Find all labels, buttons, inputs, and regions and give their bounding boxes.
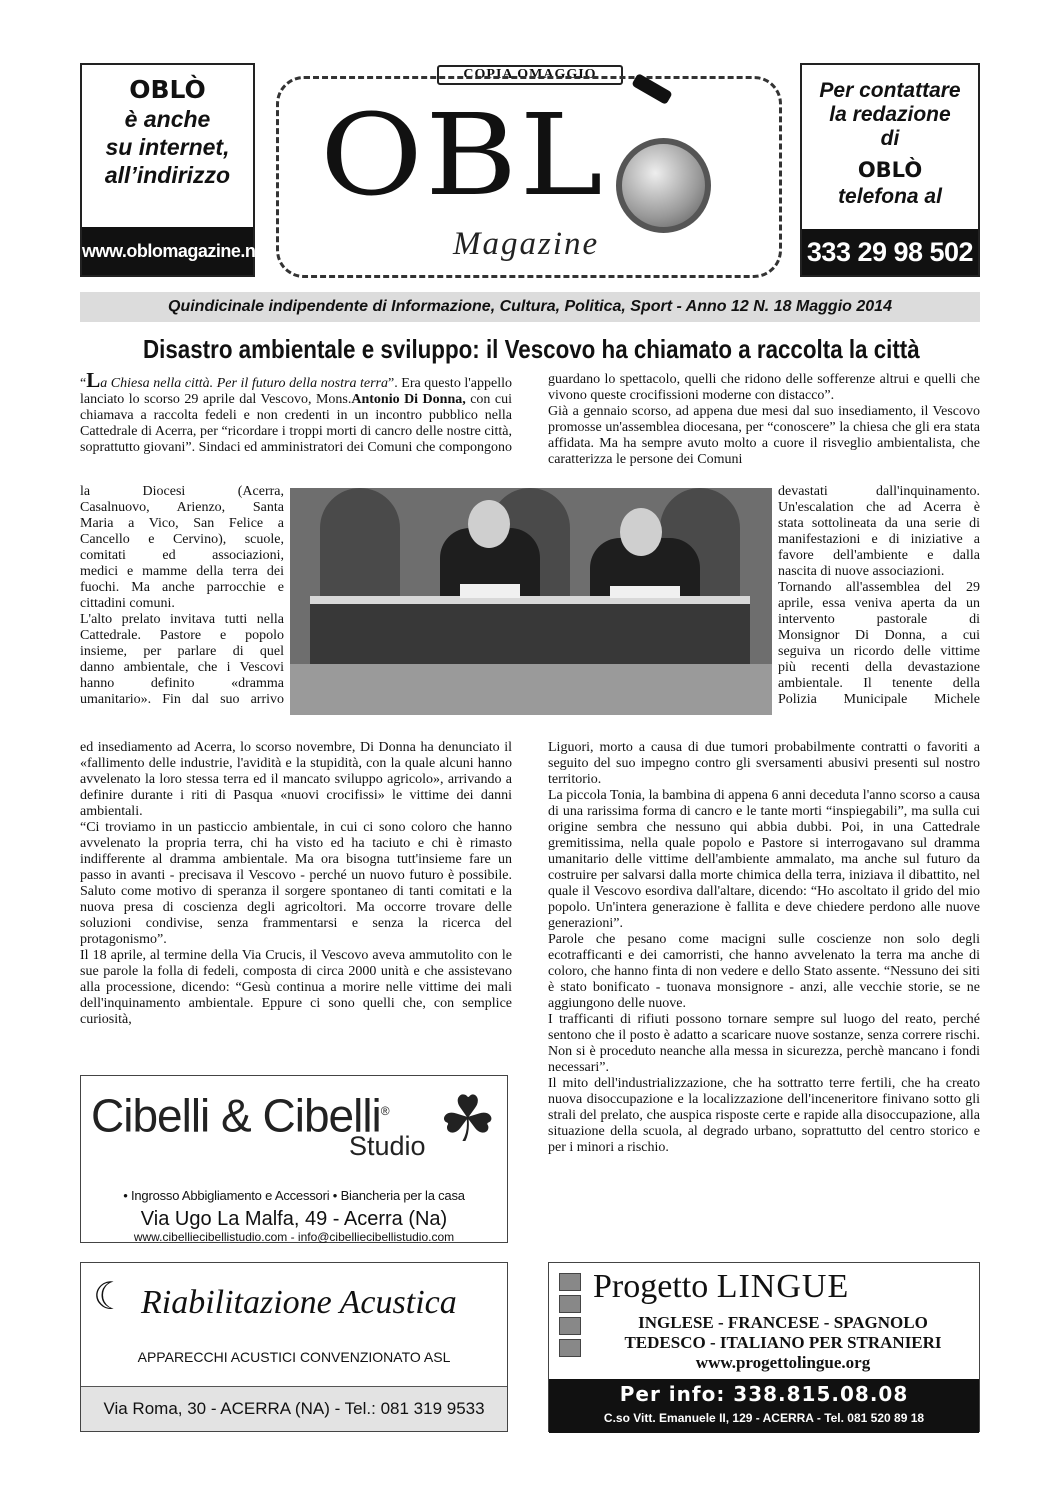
contact-phone[interactable]: 333 29 98 502: [802, 229, 978, 275]
porthole-icon: [616, 138, 711, 233]
cibelli-contacts[interactable]: www.cibelliecibellistudio.com - info@cibelliecibellistudio.com: [133, 1230, 455, 1244]
progetto-website[interactable]: www.progettolingue.org: [695, 1353, 871, 1372]
progetto-phone[interactable]: Per info: 338.815.08.08: [619, 1382, 909, 1406]
article-lead: [80, 368, 513, 456]
registered-mark: ®: [380, 1104, 389, 1118]
contact-box: [800, 63, 980, 277]
progetto-title: [593, 1267, 973, 1307]
narrow-left-line: fuochi. Ma anche parrocchie e: [80, 580, 284, 595]
internet-box-line2: su internet,: [105, 134, 230, 160]
cibelli-brand: [91, 1086, 389, 1140]
paragraph: Il mito dell'industrializzazione, che ha sottratto terre fertili, che ha creato nuova disoccupazione e la localizzazione dell'inceneritore finivano sotto gli strali del prelato, che auspica risposte certe e rapide alla disoccupazione, alla situazione della scuola, al degrado urbano, soprattutto del centro storico e per i minori a rischio.: [548, 1076, 980, 1155]
photo-bishop-head: [468, 500, 510, 548]
right-column-body: [548, 740, 980, 1156]
narrow-left-line: Casalnuovo, Arienzo, Santa: [80, 500, 284, 515]
narrow-left-line: la Diocesi (Acerra,: [80, 484, 284, 499]
paragraph: “Ci troviamo in un pasticcio ambientale, in cui ci sono coloro che hanno avvelenato la propria terra, chi ha visto ed ha taciuto e chi è rimasto indifferente al dramma ambientale. Ma ora bisogna tutt'insieme fare un passo in avanti - precisava il Vescovo - perché un nuovo futuro è possibile. Saluto come motivo di speranza il sorgere spontaneo di tanti comitati e la nuova presa di coscienza degli agricoltori. Ma occorre trovare delle soluzioni condivise, senza frammentarsi e senza la ricerca del protagonismo”.: [80, 820, 512, 947]
internet-box-line1: è anche: [124, 106, 211, 132]
paragraph: La piccola Tonia, la bambina di appena 6 anni deceduta l'anno scorso a causa di una rarissima forma di cancro e le tante morti “inspiegabili”, ma sulla cui origine sembra che nessuno qui abbia dubbi. Poi, in una Cattedrale gremitissima, nella quale popolo e Pastore si interrogavano sul dramma umanitario delle vittime dell'ambiente ammalato, ma anche sul futuro da costruire per salvarsi dalla morte chimica della terra, iniziava il dibattito, nel quale il Vescovo esordiva dall'altare, dicendo: “Ho ascoltato il grido del mio popolo. Un'intera generazione è fallita e deve chiedere perdono alle nuove generazioni”.: [548, 788, 981, 931]
narrow-left-line: L'alto prelato invitava tutti nella: [80, 612, 284, 627]
narrow-right-line: ambientale. Il tenente della: [778, 676, 980, 691]
narrow-right-line: Polizia Municipale Michele: [778, 692, 980, 707]
narrow-right-line: favore dell'ambiente e dalla: [778, 548, 980, 563]
progetto-languages-1: INGLESE - FRANCESE - SPAGNOLO: [638, 1313, 928, 1332]
narrow-right-line: più recenti della devastazione: [778, 660, 980, 675]
clover-icon: ☘: [439, 1084, 497, 1155]
narrow-right-line: Monsignor Di Donna, a cui: [778, 628, 980, 643]
cibelli-services: • Ingrosso Abbigliamento e Accessori • Biancheria per la casa: [123, 1188, 465, 1203]
paragraph: guardano lo spettacolo, quelli che ridono delle sofferenze altrui e quelli che vivono queste crocifissioni moderne con distacco”.: [548, 372, 980, 403]
ad-riabilitazione-acustica[interactable]: [80, 1262, 508, 1432]
article-headline: Disastro ambientale e sviluppo: il Vescovo ha chiamato a raccolta la città: [143, 334, 920, 364]
narrow-left-line: umanitario». Fin dal suo arrivo: [80, 692, 284, 707]
narrow-left-line: danno ambientale, che i Vescovi: [80, 660, 284, 675]
cibelli-studio: Studio: [349, 1131, 426, 1161]
progetto-title-a: Progetto: [593, 1268, 709, 1305]
lead-open-quote: “: [80, 376, 87, 391]
narrow-left-line: Cattedrale. Pastore e popolo: [80, 628, 284, 643]
narrow-left-line: Cancello e Cervino), scuole,: [80, 532, 284, 547]
narrow-left-column: [80, 484, 284, 708]
narrow-left-line: insieme, per parlare di quel: [80, 644, 284, 659]
paragraph: Liguori, morto a causa di due tumori probabilmente contratti o favoriti a seguito del suo impegno contro gli sversamenti abusivi presenti sul nostro territorio.: [548, 740, 980, 787]
internet-box: [80, 63, 271, 277]
contact-box-name: OBLÒ: [857, 158, 923, 182]
ad-cibelli[interactable]: [80, 1075, 508, 1243]
progetto-info-bar: [549, 1379, 979, 1433]
paragraph: ed insediamento ad Acerra, lo scorso novembre, Di Donna ha denunciato il «fallimento delle industrie, l'avidità e la stupidità, con la quale alcuni hanno avvelenato la loro stessa terra ed il mancato sviluppo agricolo», arrivando a definire durante i riti di Pasqua «nuovi crocifissi» le vittime dei danni ambientali.: [80, 740, 512, 819]
riab-address: Via Roma, 30 - ACERRA (NA) - Tel.: 081 319 9533: [81, 1386, 507, 1431]
conference-photo: [290, 488, 772, 715]
narrow-right-line: devastati dall'inquinamento.: [778, 484, 980, 499]
paragraph: Il 18 aprile, al termine della Via Crucis, il Vescovo aveva ammutolito con le sue parole la folla di fedeli, composta di circa 2000 unità e che assistevano alla processione, dicendo: “Gesù continua a morire nelle vittime dei mali dell'inquinamento ambientale. Eppure ci sono quelli che, con semplice curiosità,: [80, 948, 512, 1027]
photo-paper: [610, 586, 680, 598]
narrow-right-line: intervento pastorale di: [778, 612, 980, 627]
riab-subtitle: APPARECCHI ACUSTICI CONVENZIONATO ASL: [137, 1349, 451, 1365]
website-url[interactable]: www.oblomagazine.net: [82, 227, 253, 275]
narrow-right-line: aprile, essa veniva aperta da un: [778, 596, 980, 611]
cibelli-brand-text: Cibelli & Cibelli: [91, 1089, 381, 1142]
lead-rest2: con cui chiamava a raccolta fedeli e non credenti in un incontro pubblico nella Cattedrale di Acerra, per “ricordare i troppi morti di cancro delle nostre città, soprattutto giovani”. Sindaci ed amministratori dei Comuni che compongono: [80, 392, 513, 455]
narrow-right-line: stata sottolineata da una serie di: [778, 516, 980, 531]
progetto-languages-2: TEDESCO - ITALIANO PER STRANIERI: [624, 1333, 942, 1352]
contact-box-line2: la redazione: [829, 103, 951, 126]
lead-dropcap: L: [86, 368, 101, 392]
narrow-left-line: medici e mamme della terra dei: [80, 564, 284, 579]
narrow-left-line: comitati ed associazioni,: [80, 548, 284, 563]
copia-omaggio-label: COPIA OMAGGIO: [437, 65, 623, 85]
paragraph: Parole che pesano come macigni sulle coscienze non solo degli ecotrafficanti e dei camorristi, che hanno avvelenato la terra ma anche di coloro, che hanno finta di non vedere e dello Stato assente. “Nessuno dei siti è stato bonificato - tuonava monsignore - anzi, alle vecchie storie, se ne aggiungono delle nuove.: [548, 932, 980, 1011]
contact-box-line3: di: [880, 127, 900, 150]
right-column-top: [548, 372, 980, 468]
contact-box-line4: telefona al: [838, 185, 942, 208]
narrow-right-column: [778, 484, 980, 708]
internet-box-name: OBLÒ: [129, 75, 206, 104]
flags-icon: [559, 1273, 581, 1373]
narrow-right-line: Un'escalation che ad Acerra è: [778, 500, 980, 515]
contact-box-line1: Per contattare: [819, 79, 961, 102]
photo-man-head: [620, 508, 662, 556]
lead-rest: ”. Era questo l'appello lanciato lo scorso 29 aprile dal Vescovo, Mons.: [80, 376, 513, 407]
photo-paper: [460, 584, 520, 598]
lead-quote: a Chiesa nella città. Per il futuro della nostra terra: [100, 376, 389, 391]
narrow-right-line: manifestazioni e di iniziative a: [778, 532, 980, 547]
progetto-title-b: LINGUE: [716, 1268, 850, 1305]
narrow-left-line: Maria a Vico, San Felice a: [80, 516, 284, 531]
paragraph: I trafficanti di rifiuti possono tornare sempre sul luogo del reato, perché sentono che il posto è adatto a scaricare nuove sostanze, senza correre rischi. Non si è proceduto neanche alla messa in sicurezza, perchè mancano i fondi necessari”.: [548, 1012, 980, 1075]
bishop-name: Antonio Di Donna,: [351, 392, 466, 407]
internet-box-line3: all’indirizzo: [104, 162, 231, 188]
ear-icon: ☾: [93, 1276, 128, 1318]
ad-progetto-lingue[interactable]: [548, 1262, 980, 1432]
left-column-body: [80, 740, 512, 1028]
issue-subtitle: Quindicinale indipendente di Informazione, Cultura, Politica, Sport - Anno 12 N. 18 Maggio 2014: [80, 292, 980, 322]
logo-oblo: OBL: [320, 91, 606, 221]
narrow-left-line: hanno definito «dramma: [80, 676, 284, 691]
photo-table: [310, 604, 750, 664]
narrow-right-line: Tornando all'assemblea del 29: [778, 580, 980, 595]
narrow-right-line: seguiva un ricordo delle vittime: [778, 644, 980, 659]
photo-floor: [290, 664, 772, 715]
paragraph: Già a gennaio scorso, ad appena due mesi dal suo insediamento, il Vescovo promosse un'assemblea diocesana, per “conoscere” la chiesa che gli era stata affidata. Ma ha sempre avuto molto a cuore il risveglio ambientalista, che caratterizza le persone dei Comuni: [548, 404, 980, 467]
progetto-address: C.so Vitt. Emanuele II, 129 - ACERRA - Tel. 081 520 89 18: [603, 1411, 925, 1425]
logo-tagline: Magazine: [453, 226, 600, 262]
cibelli-address: Via Ugo La Malfa, 49 - Acerra (Na): [140, 1208, 448, 1230]
narrow-left-line: cittadini comuni.: [80, 596, 175, 611]
narrow-right-line: nascita di nuove associazioni.: [778, 564, 945, 579]
riab-name: Riabilitazione Acustica: [141, 1284, 457, 1321]
